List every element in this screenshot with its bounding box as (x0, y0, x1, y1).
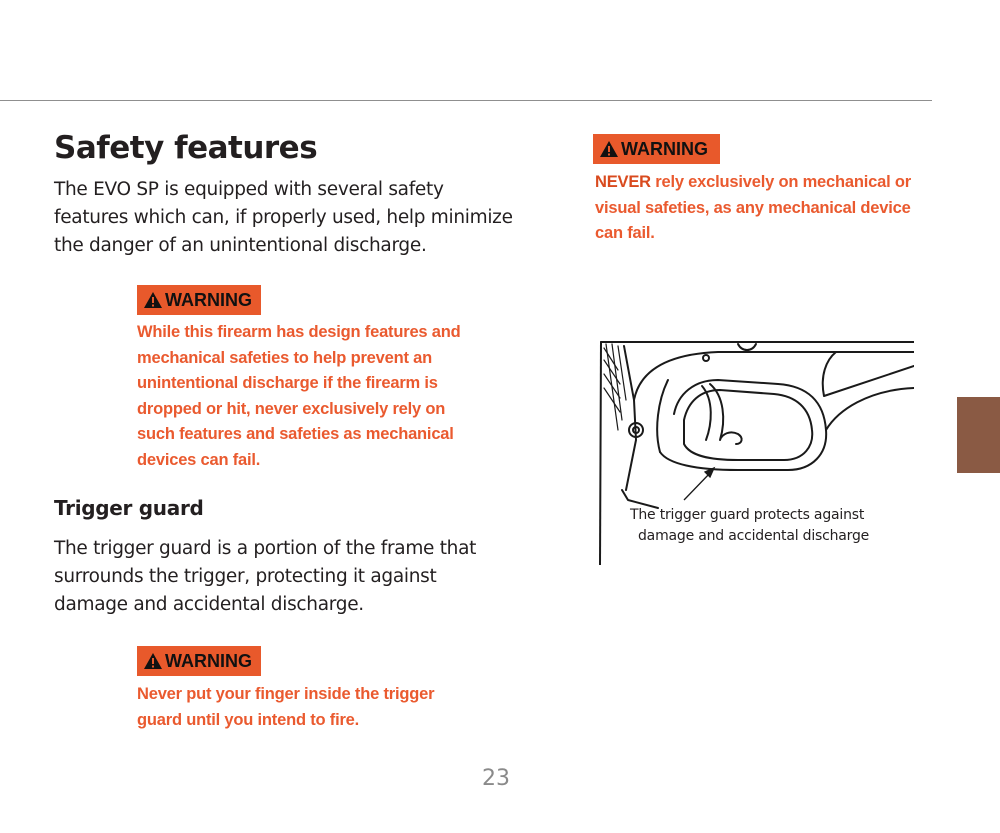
warning-line: can fail. (595, 224, 655, 242)
intro-line: the danger of an unintentional discharge. (54, 235, 427, 256)
warning-line: While this firearm has design features and (137, 323, 461, 341)
trigger-paragraph (54, 535, 476, 619)
caption-line: The trigger guard protects against (630, 507, 865, 523)
page-number: 23 (482, 766, 510, 791)
trigger-line: The trigger guard is a portion of the frame that (54, 538, 477, 559)
warning-line: Never put your finger inside the trigger (137, 685, 435, 703)
trigger-line: surrounds the trigger, protecting it against (54, 566, 437, 587)
warning-badge (593, 134, 720, 164)
warning-text (595, 170, 911, 247)
warning-line (595, 170, 911, 196)
warning-label: WARNING (621, 138, 708, 159)
trigger-line: damage and accidental discharge. (54, 594, 364, 615)
warning-triangle-icon (143, 652, 163, 670)
warning-line: dropped or hit, never exclusively rely on (137, 399, 446, 418)
warning-label: WARNING (165, 289, 252, 310)
warning-triangle-icon (599, 140, 619, 158)
warning-line: devices can fail. (137, 450, 261, 469)
warning-line: guard until you intend to fire. (137, 710, 360, 729)
warning-emphasis: NEVER (595, 173, 651, 191)
warning-triangle-icon (143, 291, 163, 309)
page-title: Safety features (54, 130, 318, 166)
section-tab (957, 397, 1000, 473)
warning-line: visual safeties, as any mechanical device (595, 198, 911, 217)
warning-badge (137, 285, 261, 315)
intro-paragraph (54, 176, 513, 260)
intro-line: The EVO SP is equipped with several safety (54, 179, 444, 200)
warning-line: mechanical safeties to help prevent an (137, 348, 433, 367)
caption-line: damage and accidental discharge (638, 528, 870, 544)
header-rule (0, 100, 932, 101)
warning-line: unintentional discharge if the firearm is (137, 374, 438, 392)
warning-label: WARNING (165, 650, 252, 671)
warning-line-rest: rely exclusively on mechanical or (650, 173, 911, 191)
warning-line: such features and safeties as mechanical (137, 425, 454, 443)
warning-text (137, 682, 434, 733)
section-heading: Trigger guard (54, 496, 204, 520)
intro-line: features which can, if properly used, help minimize (54, 207, 513, 228)
warning-text (137, 320, 461, 473)
warning-badge (137, 646, 261, 676)
illustration-caption (630, 505, 869, 547)
